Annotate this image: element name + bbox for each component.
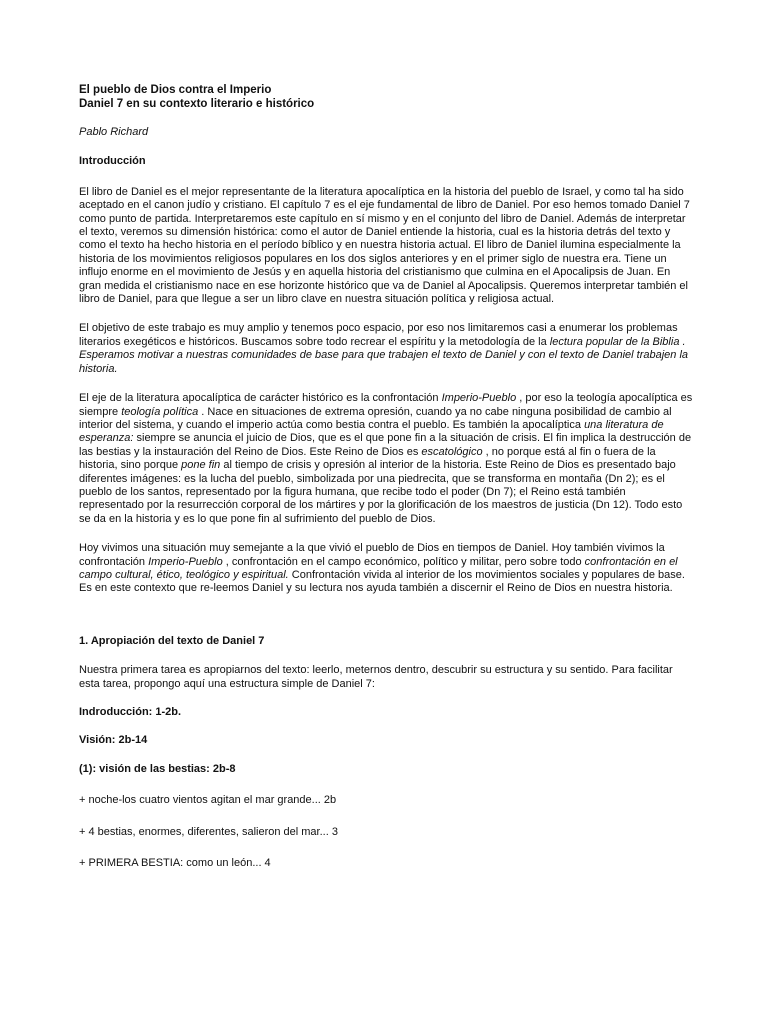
p3-text-g: siempre se anuncia el juicio de Dios, que es el que pone fin a la situación de crisis. El fin implica la destrucción de las bestias y la instauración del Reino de Dios. Este Reino de Dios es — [79, 432, 692, 458]
intro-heading: Introducción — [79, 155, 146, 168]
p3-italic-b: Imperio-Pueblo — [441, 392, 517, 405]
document-content — [79, 84, 693, 870]
outline-beasts-vision: (1): visión de las bestias: 2b-8 — [79, 762, 236, 775]
p3-text-e: . Nace en situaciones de extrema opresión, cuando ya no cabe ninguna posibilidad de cambio al interior del sistema, y cuando el imperio actúa como bestia contra el pueblo. Es también la apocalíptica — [79, 405, 672, 431]
intro-paragraph-2 — [79, 322, 693, 376]
intro-paragraph-3 — [79, 392, 693, 526]
p3-italic-j: pone fin — [181, 459, 221, 472]
intro-paragraph-1: El libro de Daniel es el mejor representante de la literatura apocalíptica en la historia del pueblo de Israel, y como tal ha sido aceptado en el canon judío y cristiano. El capítulo 7 es el eje fundamental de libro de Daniel. Por eso hemos tomado Daniel 7 como punto de partida. Interpretaremos este capítulo en sí mismo y en el conjunto del libro de Daniel. Además de interpretar el texto, veremos su dimensión histórica: como el autor de Daniel entiende la historia, cual es la historia detrás del texto y como el texto ha hecho historia en el período bíblico y en nuestra historia actual. El libro de Daniel ilumina especialmente la historia de los movimientos religiosos populares en los dos siglos anteriores y en el primer siglo de nuestra era. Tiene un influjo enorme en el movimiento de Jesús y en aquella historia del cristianismo que culmina en el Apocalipsis de Juan. En gran medida el cristianismo nace en ese horizonte histórico que va de Daniel al Apocalipsis. Queremos interpretar también el libro de Daniel, para que llegue a ser un libro clave en nuestra situación política y religiosa actual. — [79, 185, 690, 306]
outline-introduction: Indroducción: 1-2b. — [79, 706, 182, 718]
p4-text-c: , confrontación en el campo económico, político y militar, pero sobre todo — [222, 555, 585, 568]
outline-item-1: + noche-los cuatro vientos agitan el mar grande... 2b — [79, 794, 337, 807]
p3-text-k: al tiempo de crisis y opresión al interior de la historia. Este Reino de Dios es presentado bajo diferentes imágenes: es la lucha del pueblo, simbolizada por una piedrecita, que se transforma en montaña (Dn 2); es el pueblo de los santos, representado por la figura humana, que recibe todo el poder (Dn 7); el Reino está también representado por la resurrección corporal de los mártires y por la glorificación de los maestros de justicia (Dn 12). Todo esto se da en la historia y es lo que pone fin al sufrimiento del pueblo de Dios. — [79, 459, 683, 525]
outline-vision: Visión: 2b-14 — [79, 734, 148, 747]
p4-italic-b: Imperio-Pueblo — [148, 555, 223, 568]
p4-text-e: Confrontación vivida al interior de los movimientos sociales y populares de base. Es en este contexto que re-leemos Daniel y su lectura nos ayuda también a discernir el Reino de Dios en nuestra historia. — [79, 568, 685, 595]
section-1-paragraph: Nuestra primera tarea es apropiarnos del texto: leerlo, meternos dentro, descubrir su estructura y su sentido. Para facilitar esta tarea, propongo aquí una estructura simple de Daniel 7: — [79, 664, 673, 690]
outline-item-2: + 4 bestias, enormes, diferentes, salieron del mar... 3 — [79, 825, 338, 838]
author-name: Pablo Richard — [79, 126, 149, 138]
p3-italic-h: escatológico — [421, 445, 483, 458]
p4-italic-d: confrontación en el campo cultural, ético, teológico y espiritual. — [79, 555, 678, 581]
section-1-heading: 1. Apropiación del texto de Daniel 7 — [79, 634, 265, 647]
title-line-2: Daniel 7 en su contexto literario e histórico — [79, 97, 315, 110]
title-line-1: El pueblo de Dios contra el Imperio — [79, 84, 272, 96]
p3-text-i: , no porque está al fin o fuera de la historia, sino porque — [79, 445, 656, 472]
outline-item-3: + PRIMERA BESTIA: como un león... 4 — [79, 857, 271, 870]
p3-text-a: El eje de la literatura apocalíptica de carácter histórico es la confrontación — [79, 392, 442, 405]
p3-italic-d: teología política — [121, 405, 199, 418]
intro-paragraph-4 — [79, 542, 693, 596]
p4-text-a: Hoy vivimos una situación muy semejante a la que vivió el pueblo de Dios en tiempos de Daniel. Hoy también vivimos la confrontación — [79, 542, 665, 568]
p3-italic-f: una literatura de esperanza: — [79, 418, 664, 445]
p2-italic-b: lectura popular de la Biblia . Esperamos motivar a nuestras comunidades de base para que trabajen el texto de Daniel y con el texto de Daniel trabajen la historia. — [79, 335, 689, 375]
p3-text-c: , por eso la teología apocalíptica es siempre — [79, 392, 693, 418]
p2-text-a: El objetivo de este trabajo es muy amplio y tenemos poco espacio, por eso nos limitaremos casi a enumerar los problemas literarios exegéticos e históricos. Buscamos sobre todo recrear el espíritu y la metodología de la — [79, 322, 678, 348]
